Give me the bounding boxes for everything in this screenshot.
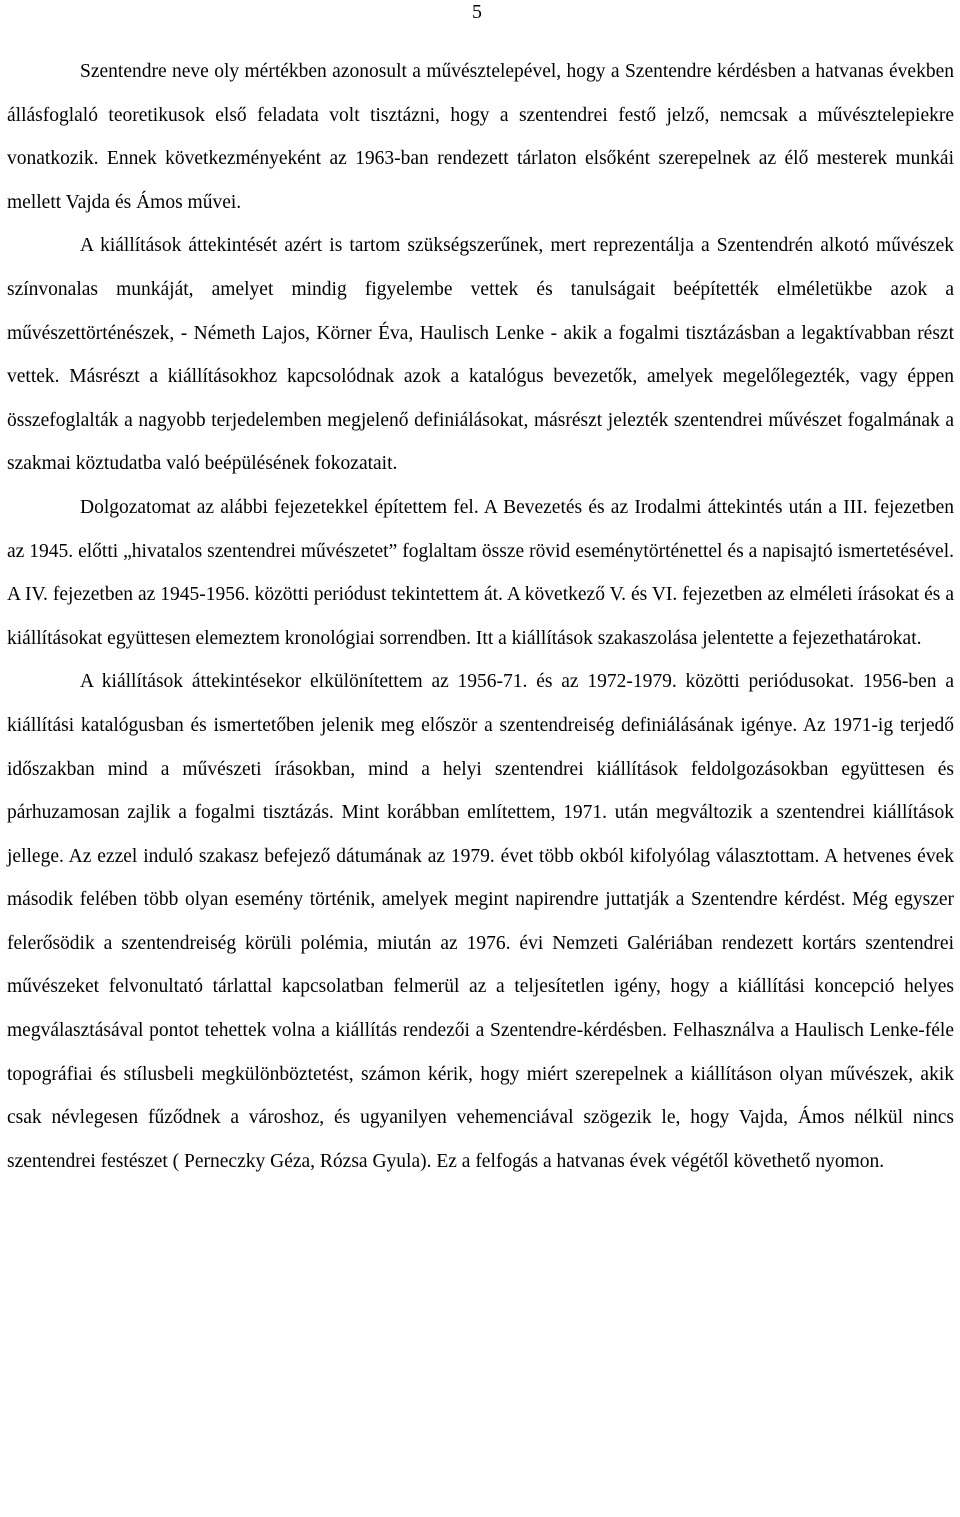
paragraph-3: Dolgozatomat az alábbi fejezetekkel építettem fel. A Bevezetés és az Irodalmi áttekintés után a III. fejezetben az 1945. előtti „hivatalos szentendrei művészetet” foglaltam össze rövid eseménytörténettel és a napisajtó ismertetésével. A IV. fejezetben az 1945-1956. közötti periódust tekintettem át. A következő V. és VI. fejezetben az elméleti írásokat és a kiállításokat együttesen elemeztem kronológiai sorrendben. Itt a kiállítások szakaszolása jelentette a fejezethatárokat.: [7, 496, 954, 649]
paragraph-1: Szentendre neve oly mértékben azonosult a művésztelepével, hogy a Szentendre kérdésben a hatvanas években állásfoglaló teoretikusok első feladata volt tisztázni, hogy a szentendrei festő jelző, nemcsak a művésztelepiekre vonatkozik. Ennek következményeként az 1963-ban rendezett tárlaton elsőként szerepelnek az élő mesterek munkái mellett Vajda és Ámos művei.: [7, 61, 954, 213]
paragraph-4: A kiállítások áttekintésekor elkülönítettem az 1956-71. és az 1972-1979. közötti periódusokat. 1956-ben a kiállítási katalógusban és ismertetőben jelenik meg először a szentendreiség definiálásának igénye. Az 1971-ig terjedő időszakban mind a művészeti írásokban, mind a helyi szentendrei kiállítások feldolgozásokban együttesen és párhuzamosan zajlik a fogalmi tisztázás. Mint korábban említettem, 1971. után megváltozik a szentendrei kiállítások jellege. Az ezzel induló szakasz befejező dátumának az 1979. évet több okból kifolyólag választottam. A hetvenes évek második felében több olyan esemény történik, amelyek megint napirendre juttatják a Szentendre kérdést. Még egyszer felerősödik a szentendreiség körüli polémia, miután az 1976. évi Nemzeti Galériában rendezett kortárs szentendrei művészeket felvonultató tárlattal kapcsolatban felmerül az a teljesítetlen igény, hogy a kiállítási koncepció helyes megválasztásával pontot tehettek volna a kiállítás rendezői a Szentendre-kérdésben. Felhasználva a Haulisch Lenke-féle topográfiai és stílusbeli megkülönböztetést, számon kérik, hogy miért szerepelnek a kiállításon olyan művészek, akik csak névlegesen fűződnek a városhoz, és ugyanilyen vehemenciával szögezik le, hogy Vajda, Ámos nélkül nincs szentendrei festészet ( Perneczky Géza, Rózsa Gyula). Ez a felfogás a hatvanas évek végétől követhető nyomon.: [7, 671, 954, 1172]
body-text: [7, 50, 954, 1183]
paragraph-2: A kiállítások áttekintését azért is tartom szükségszerűnek, mert reprezentálja a Szentendrén alkotó művészek színvonalas munkáját, amelyet mindig figyelembe vettek és tanulságait beépítették elméletükbe azok a művészettörténészek, - Németh Lajos, Körner Éva, Haulisch Lenke - akik a fogalmi tisztázásban a legaktívabban részt vettek. Másrészt a kiállításokhoz kapcsolódnak azok a katalógus bevezetők, amelyek megelőlegezték, vagy éppen összefoglalták a nagyobb terjedelemben megjelenő definiálásokat, másrészt jelezték szentendrei művészet fogalmának a szakmai köztudatba való beépülésének fokozatait.: [7, 235, 954, 475]
page-number: 5: [472, 1, 482, 23]
